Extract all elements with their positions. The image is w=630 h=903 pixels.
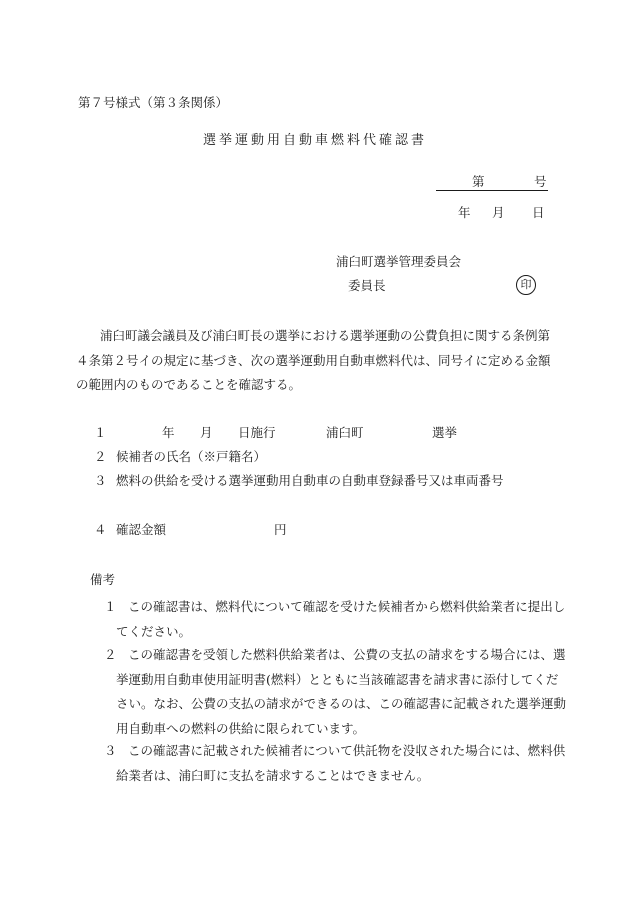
issuer-chair: 委員長 — [348, 278, 386, 293]
seal-mark: 印 — [516, 275, 536, 295]
note-1-line-1: この確認書は、燃料代について確認を受けた候補者から燃料供給業者に提出し — [128, 599, 566, 614]
item-4-yen: 円 — [274, 522, 287, 537]
date-day-label: 日 — [532, 205, 545, 220]
item-2-text: 候補者の氏名（※戸籍名） — [116, 449, 267, 464]
date-month-label: 月 — [492, 205, 505, 220]
form-number: 第７号様式（第３条関係） — [78, 95, 229, 110]
statement-line-1: 浦臼町議会議員及び浦臼町長の選挙における選挙運動の公費負担に関する条例第 — [100, 328, 551, 343]
item-3-text: 燃料の供給を受ける選挙運動用自動車の自動車登録番号又は車両番号 — [116, 473, 504, 488]
statement-line-3: の範囲内のものであることを確認する。 — [76, 377, 302, 392]
note-1-line-2: てください。 — [116, 623, 192, 639]
issuer-committee: 浦臼町選挙管理委員会 — [336, 254, 462, 269]
item-4-text: 確認金額 — [116, 522, 167, 537]
document-number-line — [436, 176, 548, 191]
note-3-line-2: 給業者は、浦臼町に支払を請求することはできません。 — [116, 767, 430, 783]
date-year-label: 年 — [458, 205, 471, 220]
note-3 — [104, 739, 564, 788]
note-2-line-1: この確認書を受領した燃料供給業者は、公費の支払の請求をする場合には、選 — [128, 647, 566, 662]
item-1-year: 年 — [162, 425, 175, 440]
note-3-number: ３ — [104, 743, 117, 758]
item-4-number: ４ — [94, 522, 107, 537]
note-2-line-3: さい。なお、公費の支払の請求ができるのは、この確認書に記載された選挙運動 — [116, 696, 567, 711]
note-2-number: ２ — [104, 647, 117, 662]
note-2 — [104, 643, 567, 741]
note-2-line-2: 挙運動用自動車使用証明書(燃料）とともに当該確認書を請求書に添付してくだ — [116, 671, 559, 687]
statement-line-2: ４条第２号イの規定に基づき、次の選挙運動用自動車燃料代は、同号イに定める金額 — [76, 352, 551, 368]
document-number-go: 号 — [534, 174, 547, 189]
item-2-number: ２ — [94, 449, 107, 464]
item-1-election: 選挙 — [432, 425, 458, 440]
item-1-enforcement: 日施行 — [238, 425, 276, 440]
document-title: 選挙運動用自動車燃料代確認書 — [202, 133, 427, 148]
issue-date — [458, 207, 544, 220]
item-1-month: 月 — [200, 425, 213, 440]
item-1-number: １ — [94, 425, 107, 440]
document-number-dai: 第 — [472, 174, 485, 189]
item-3-number: ３ — [94, 473, 107, 488]
note-1-number: １ — [104, 599, 117, 614]
note-1 — [104, 595, 564, 644]
confirmation-statement — [76, 324, 558, 398]
item-1-town: 浦臼町 — [326, 425, 364, 440]
notes-heading: 備考 — [90, 572, 116, 587]
note-3-line-1: この確認書に記載された候補者について供託物を没収された場合には、燃料供 — [128, 743, 566, 758]
note-2-line-4: 用自動車への燃料の供給に限られています。 — [116, 720, 366, 736]
